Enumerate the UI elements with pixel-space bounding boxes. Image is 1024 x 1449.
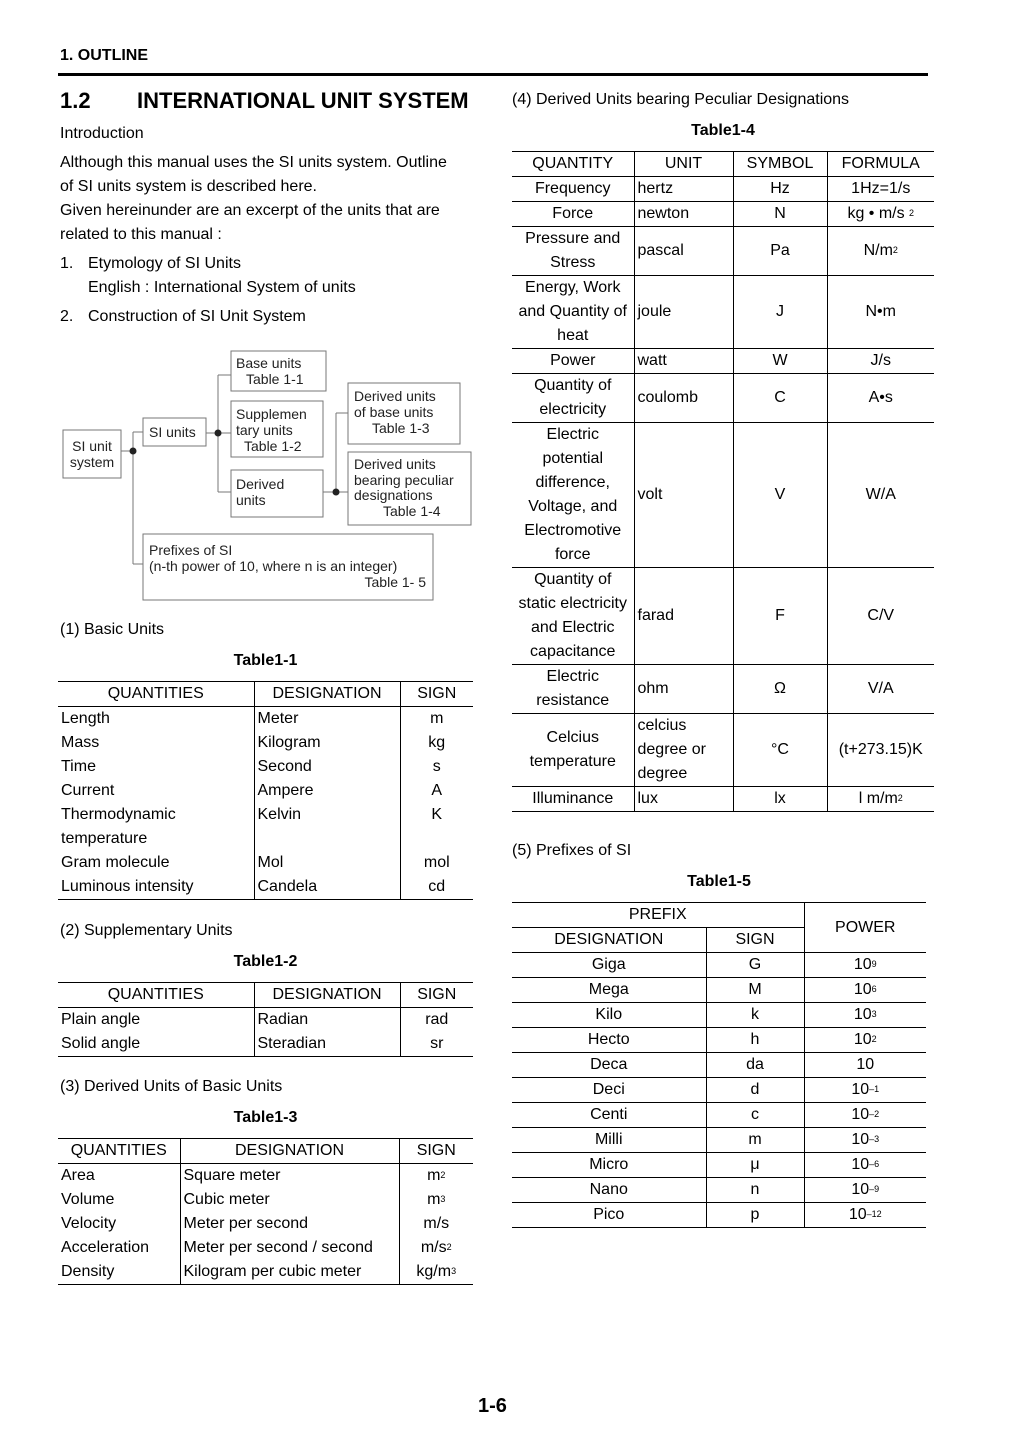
- diagram-label: bearing peculiar: [354, 472, 454, 488]
- cell: Micro: [512, 1153, 706, 1178]
- table5: [512, 902, 926, 1228]
- cell: C/V: [827, 568, 934, 665]
- cell: p: [706, 1203, 804, 1228]
- cell: °C: [733, 714, 827, 787]
- page-number: 1-6: [478, 1395, 507, 1417]
- table-row: [58, 1032, 473, 1057]
- diagram-label: Derived units: [354, 388, 436, 404]
- cell: Plain angle: [61, 1011, 141, 1028]
- table-row: [512, 568, 934, 665]
- table5-heading: (5) Prefixes of SI: [512, 842, 632, 859]
- cell: s: [400, 755, 473, 779]
- intro-line: Given hereinunder are an excerpt of the units that are: [60, 202, 440, 219]
- list-number: 1.: [60, 255, 74, 272]
- cell: $10^{-9}$: [804, 1178, 926, 1203]
- cell: N: [733, 202, 827, 227]
- cell: Pa: [733, 227, 827, 276]
- cell: Milli: [512, 1128, 706, 1153]
- diagram-label: of base units: [354, 404, 434, 420]
- cell: $kg/m^3$: [399, 1260, 473, 1285]
- cell: C: [733, 374, 827, 423]
- column-header: QUANTITY: [512, 152, 634, 177]
- cell: Mol: [254, 851, 400, 875]
- cell: $10^9$: [804, 953, 926, 978]
- table-row: [58, 707, 473, 732]
- cell: Square meter: [180, 1164, 399, 1189]
- cell: N•m: [827, 276, 934, 349]
- column-header: QUANTITIES: [58, 682, 254, 707]
- cell: Kelvin: [254, 803, 400, 827]
- cell: Radian: [254, 1008, 400, 1033]
- section-number: 1.2: [60, 88, 91, 113]
- cell: A•s: [827, 374, 934, 423]
- cell: Volume: [61, 1191, 115, 1208]
- cell: hertz: [634, 177, 733, 202]
- diagram-label: Table 1-3: [372, 420, 430, 436]
- cell: μ: [706, 1153, 804, 1178]
- diagram-label: Table 1- 5: [364, 574, 426, 590]
- cell: J: [733, 276, 827, 349]
- table-row: [58, 1188, 473, 1212]
- cell: Energy, Work and Quantity of heat: [512, 276, 634, 349]
- cell: $N/m^2$: [827, 227, 934, 276]
- cell: Deci: [512, 1078, 706, 1103]
- table-row: [512, 1128, 926, 1153]
- cell: Second: [254, 755, 400, 779]
- diagram-label: Derived units: [354, 456, 436, 472]
- table-row: [512, 714, 934, 787]
- cell: Deca: [512, 1053, 706, 1078]
- cell: sr: [400, 1032, 473, 1057]
- cell: Mega: [512, 978, 706, 1003]
- diagram-label: units: [236, 492, 266, 508]
- cell: Quantity of electricity: [512, 374, 634, 423]
- cell: Giga: [512, 953, 706, 978]
- cell: d: [706, 1078, 804, 1103]
- column-header: FORMULA: [827, 152, 934, 177]
- column-header: POWER: [804, 903, 926, 953]
- cell: kg: [400, 731, 473, 755]
- cell: Cubic meter: [180, 1188, 399, 1212]
- cell: G: [706, 953, 804, 978]
- table-row: [512, 177, 934, 202]
- diagram-label: Base units: [236, 355, 302, 371]
- cell: [254, 827, 400, 851]
- cell: celcius degree or degree: [634, 714, 733, 787]
- cell: $10^{-1}$: [804, 1078, 926, 1103]
- cell: m: [706, 1128, 804, 1153]
- cell: $m/s^2$: [399, 1236, 473, 1260]
- table-row: [512, 227, 934, 276]
- table-row: [512, 202, 934, 227]
- cell: $m^3$: [399, 1188, 473, 1212]
- diagram-label: system: [69, 454, 115, 470]
- header-rule: [58, 73, 928, 76]
- table-row: [512, 665, 934, 714]
- table-row: [512, 1028, 926, 1053]
- table1-heading: (1) Basic Units: [60, 621, 165, 638]
- cell: Frequency: [512, 177, 634, 202]
- table-row: [58, 755, 473, 779]
- column-header: SIGN: [400, 983, 473, 1008]
- cell: k: [706, 1003, 804, 1028]
- column-header: UNIT: [634, 152, 733, 177]
- cell: Steradian: [254, 1032, 400, 1057]
- cell: rad: [400, 1008, 473, 1033]
- cell: cd: [400, 875, 473, 900]
- list-item: [60, 252, 241, 276]
- list-text: Construction of SI Unit System: [88, 308, 306, 325]
- cell: Nano: [512, 1178, 706, 1203]
- cell: Pressure and Stress: [512, 227, 634, 276]
- column-header: SIGN: [706, 928, 804, 953]
- cell: Hz: [733, 177, 827, 202]
- diagram-label: designations: [354, 487, 433, 503]
- table4-heading: (4) Derived Units bearing Peculiar Designations: [512, 91, 850, 108]
- table-row: [512, 374, 934, 423]
- table-row: [58, 875, 473, 900]
- section-title-text: INTERNATIONAL UNIT SYSTEM: [137, 88, 469, 113]
- table2-caption: Table1-2: [233, 953, 298, 970]
- cell: $10^{-2}$: [804, 1103, 926, 1128]
- cell: $m^2$: [399, 1164, 473, 1189]
- table-row: [512, 953, 926, 978]
- cell: Meter: [254, 707, 400, 732]
- cell: Illuminance: [512, 787, 634, 812]
- cell: Length: [61, 710, 110, 727]
- table-row: [512, 349, 934, 374]
- cell: Current: [61, 782, 115, 799]
- intro-paragraph: [60, 151, 480, 247]
- list-number: 2.: [60, 308, 74, 325]
- cell: Time: [61, 758, 96, 775]
- table-row: [512, 1153, 926, 1178]
- cell: Acceleration: [61, 1239, 150, 1256]
- cell: Area: [61, 1167, 95, 1184]
- cell: Ampere: [254, 779, 400, 803]
- cell: lx: [733, 787, 827, 812]
- table-row: [512, 1078, 926, 1103]
- column-header: QUANTITIES: [58, 983, 254, 1008]
- column-header: SIGN: [400, 682, 473, 707]
- cell: watt: [634, 349, 733, 374]
- table-row: [512, 1178, 926, 1203]
- cell: A: [400, 779, 473, 803]
- cell: W: [733, 349, 827, 374]
- table-row: [512, 1103, 926, 1128]
- table-row: [58, 731, 473, 755]
- diagram-label: Supplemen: [236, 406, 307, 422]
- cell: J/s: [827, 349, 934, 374]
- cell: Electric resistance: [512, 665, 634, 714]
- table2-heading: (2) Supplementary Units: [60, 922, 233, 939]
- table4: [512, 151, 934, 812]
- diagram-label: Prefixes of SI: [149, 542, 233, 558]
- intro-heading: Introduction: [60, 125, 144, 142]
- cell: V: [733, 423, 827, 568]
- cell: W/A: [827, 423, 934, 568]
- table-row: [512, 423, 934, 568]
- diagram-label: Table 1-4: [383, 503, 441, 519]
- cell: (t+273.15)K: [827, 714, 934, 787]
- running-header: 1. OUTLINE: [60, 47, 149, 64]
- cell: ohm: [634, 665, 733, 714]
- diagram-label: (n-th power of 10, where n is an integer): [149, 558, 398, 574]
- cell: c: [706, 1103, 804, 1128]
- table-row: [512, 276, 934, 349]
- cell: volt: [634, 423, 733, 568]
- cell: Hecto: [512, 1028, 706, 1053]
- cell: M: [706, 978, 804, 1003]
- cell: $10^6$: [804, 978, 926, 1003]
- table-row: [58, 851, 473, 875]
- cell: Force: [512, 202, 634, 227]
- cell: Luminous intensity: [58, 875, 254, 900]
- cell: Density: [58, 1260, 180, 1285]
- table1-caption: Table1-1: [233, 652, 298, 669]
- cell: 10: [804, 1053, 926, 1078]
- column-group-header: PREFIX: [512, 903, 804, 928]
- table-row: [512, 1003, 926, 1028]
- cell: K: [400, 803, 473, 827]
- cell: n: [706, 1178, 804, 1203]
- cell: $10^{-3}$: [804, 1128, 926, 1153]
- diagram-label: tary units: [236, 422, 293, 438]
- list-subtext: English : International System of units: [88, 279, 356, 296]
- table-row: [58, 1212, 473, 1236]
- cell: Quantity of static electricity and Electric capacitance: [512, 568, 634, 665]
- table-row: [58, 779, 473, 803]
- table-row: [58, 1008, 473, 1033]
- column-header: DESIGNATION: [512, 928, 706, 953]
- table-row: [58, 827, 473, 851]
- diagram-label: Table 1-2: [244, 438, 302, 454]
- section-title: [60, 88, 469, 114]
- cell: $10^{-12}$: [804, 1203, 926, 1228]
- column-header: DESIGNATION: [180, 1139, 399, 1164]
- diagram-label: SI unit: [72, 438, 112, 454]
- cell: Kilogram: [254, 731, 400, 755]
- table-row: [512, 1203, 926, 1228]
- cell: $10^{-6}$: [804, 1153, 926, 1178]
- column-header: DESIGNATION: [254, 682, 400, 707]
- table-row: [58, 803, 473, 827]
- cell: V/A: [827, 665, 934, 714]
- table-row: [512, 978, 926, 1003]
- cell: farad: [634, 568, 733, 665]
- cell: Thermodynamic: [61, 806, 176, 823]
- diagram-label: SI units: [149, 424, 196, 440]
- table2: [58, 982, 473, 1057]
- cell: l $m/m^2$: [827, 787, 934, 812]
- cell: Electric potential difference, Voltage, and Electromotive force: [512, 423, 634, 568]
- column-header: SYMBOL: [733, 152, 827, 177]
- table-row: [58, 1164, 473, 1189]
- table3-heading: (3) Derived Units of Basic Units: [60, 1078, 283, 1095]
- table3-caption: Table1-3: [233, 1109, 298, 1126]
- column-header: QUANTITIES: [58, 1139, 180, 1164]
- cell: lux: [634, 787, 733, 812]
- cell: coulomb: [634, 374, 733, 423]
- cell: F: [733, 568, 827, 665]
- si-structure-diagram: [58, 345, 478, 610]
- cell: Centi: [512, 1103, 706, 1128]
- cell: da: [706, 1053, 804, 1078]
- diagram-label: Derived: [236, 476, 285, 492]
- cell: Meter per second / second: [180, 1236, 399, 1260]
- table-row: [58, 1236, 473, 1260]
- cell: Velocity: [61, 1215, 117, 1232]
- table5-caption: Table1-5: [687, 873, 751, 890]
- table-row: [512, 787, 934, 812]
- cell: 1Hz=1/s: [827, 177, 934, 202]
- cell: $10^2$: [804, 1028, 926, 1053]
- cell: h: [706, 1028, 804, 1053]
- cell: Meter per second: [180, 1212, 399, 1236]
- cell: $10^3$: [804, 1003, 926, 1028]
- table-row: [58, 1260, 473, 1285]
- cell: Solid angle: [58, 1032, 254, 1057]
- cell: Kilogram per cubic meter: [180, 1260, 399, 1285]
- cell: temperature: [61, 830, 148, 847]
- cell: pascal: [634, 227, 733, 276]
- intro-line: of SI units system is described here.: [60, 178, 317, 195]
- table3: [58, 1138, 473, 1285]
- cell: [400, 827, 473, 851]
- cell: Ω: [733, 665, 827, 714]
- cell: mol: [400, 851, 473, 875]
- table-row: [512, 1053, 926, 1078]
- column-header: DESIGNATION: [254, 983, 400, 1008]
- table1: [58, 681, 473, 900]
- cell: m: [400, 707, 473, 732]
- cell: newton: [634, 202, 733, 227]
- cell: m/s: [399, 1212, 473, 1236]
- cell: Pico: [512, 1203, 706, 1228]
- cell: joule: [634, 276, 733, 349]
- intro-line: Although this manual uses the SI units system. Outline: [60, 154, 447, 171]
- table4-caption: Table1-4: [691, 122, 755, 139]
- cell: Power: [512, 349, 634, 374]
- cell: Gram molecule: [61, 854, 170, 871]
- column-header: SIGN: [399, 1139, 473, 1164]
- cell: Mass: [61, 734, 100, 751]
- cell: Kilo: [512, 1003, 706, 1028]
- cell: Candela: [254, 875, 400, 900]
- cell: kg • m/s $^2$: [827, 202, 934, 227]
- intro-line: related to this manual :: [60, 226, 222, 243]
- list-item: [60, 305, 306, 329]
- list-text: Etymology of SI Units: [88, 255, 241, 272]
- diagram-label: Table 1-1: [246, 371, 304, 387]
- cell: Celcius temperature: [512, 714, 634, 787]
